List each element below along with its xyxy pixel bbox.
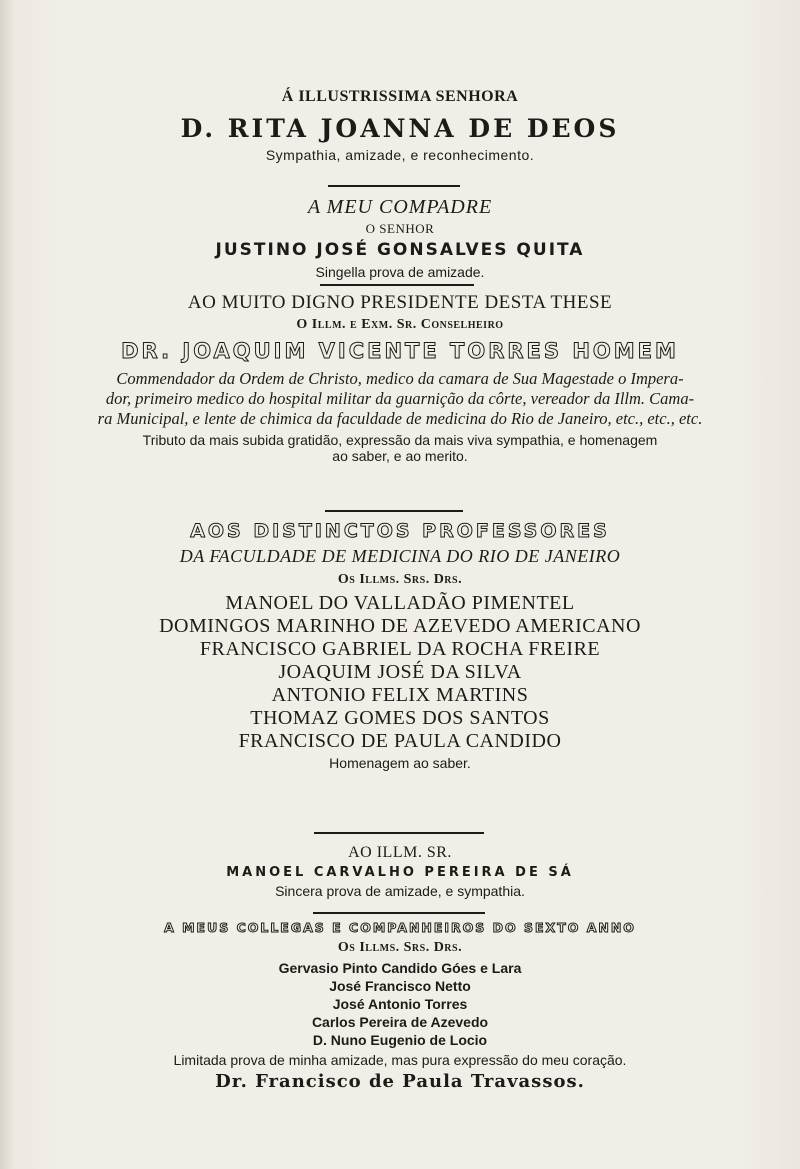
colleague-4: Carlos Pereira de Azevedo (311, 1014, 489, 1030)
signature: Dr. Francisco de Paula Travassos. (215, 1071, 585, 1092)
divider-3 (325, 510, 463, 512)
dedication-1 (0, 88, 800, 163)
professor-4: JOAQUIM JOSÉ DA SILVA (278, 661, 522, 683)
dedication-4-title: Os Illms. Srs. Drs. (337, 572, 463, 587)
dedication-3 (0, 292, 800, 464)
divider-4 (314, 832, 484, 834)
dedication-5-name: MANOEL CARVALHO PEREIRA DE SÁ (226, 865, 574, 880)
colleague-3: José Antonio Torres (332, 996, 468, 1012)
dedication-6 (0, 920, 800, 1092)
colleague-5: D. Nuno Eugenio de Locio (312, 1032, 488, 1048)
dedication-4-tribute: Homenagem ao saber. (329, 755, 471, 771)
professor-2: DOMINGOS MARINHO DE AZEVEDO AMERICANO (159, 615, 641, 637)
dedication-1-header: Á ILLUSTRISSIMA SENHORA (281, 88, 519, 105)
professor-1: MANOEL DO VALLADÃO PIMENTEL (225, 592, 575, 614)
dedication-6-tribute: Limitada prova de minha amizade, mas pura expressão do meu coração. (173, 1052, 627, 1068)
dedication-3-header: AO MUITO DIGNO PRESIDENTE DESTA THESE (187, 292, 613, 313)
dedication-4-subheader: DA FACULDADE DE MEDICINA DO RIO DE JANEIRO (179, 546, 621, 566)
professor-6: THOMAZ GOMES DOS SANTOS (250, 707, 550, 729)
dedication-2-tribute: Singella prova de amizade. (315, 264, 485, 280)
divider-2 (320, 284, 474, 286)
dedication-4-header: AOS DISTINCTOS PROFESSORES (190, 520, 610, 542)
dedication-5-tribute: Sincera prova de amizade, e sympathia. (275, 883, 525, 899)
divider-1 (328, 185, 460, 187)
professor-7: FRANCISCO DE PAULA CANDIDO (238, 730, 562, 752)
dedication-3-description-line-1: Commendador da Ordem de Christo, medico da camara de Sua Magestade o Impera- (116, 369, 684, 388)
professor-5: ANTONIO FELIX MARTINS (271, 684, 529, 706)
dedication-2 (0, 196, 800, 280)
dedication-2-name: JUSTINO JOSÉ GONSALVES QUITA (215, 240, 585, 260)
dedication-3-tribute-line-2: ao saber, e ao merito. (332, 448, 468, 464)
colleague-1: Gervasio Pinto Candido Góes e Lara (278, 960, 522, 976)
dedication-3-description-line-3: ra Municipal, e lente de chimica da faculdade de medicina do Rio de Janeiro, etc., etc., etc. (97, 409, 703, 428)
colleague-2: José Francisco Netto (329, 978, 471, 994)
dedication-1-name: D. RITA JOANNA DE DEOS (180, 114, 620, 143)
dedication-2-header: A MEU COMPADRE (307, 196, 493, 218)
dedication-3-title: O Illm. e Exm. Sr. Conselheiro (296, 317, 504, 332)
professor-3: FRANCISCO GABRIEL DA ROCHA FREIRE (199, 638, 601, 660)
dedication-5-header: AO ILLM. SR. (348, 844, 452, 861)
dedication-2-subheader: O SENHOR (365, 221, 435, 236)
dedication-6-header: A MEUS COLLEGAS E COMPANHEIROS DO SEXTO ANNO (164, 920, 636, 935)
dedication-3-description-line-2: dor, primeiro medico do hospital militar da guarnição da côrte, vereador da Illm. Cama- (105, 389, 695, 408)
dedication-6-title: Os Illms. Srs. Drs. (337, 940, 463, 955)
dedication-3-name: DR. JOAQUIM VICENTE TORRES HOMEM (121, 339, 679, 363)
divider-5 (313, 912, 485, 914)
dedication-1-tribute: Sympathia, amizade, e reconhecimento. (265, 147, 535, 163)
dedication-4 (0, 520, 800, 771)
dedication-3-tribute-line-1: Tributo da mais subida gratidão, expressão da mais viva sympathia, e homenagem (142, 432, 658, 448)
dedication-5 (0, 844, 800, 899)
